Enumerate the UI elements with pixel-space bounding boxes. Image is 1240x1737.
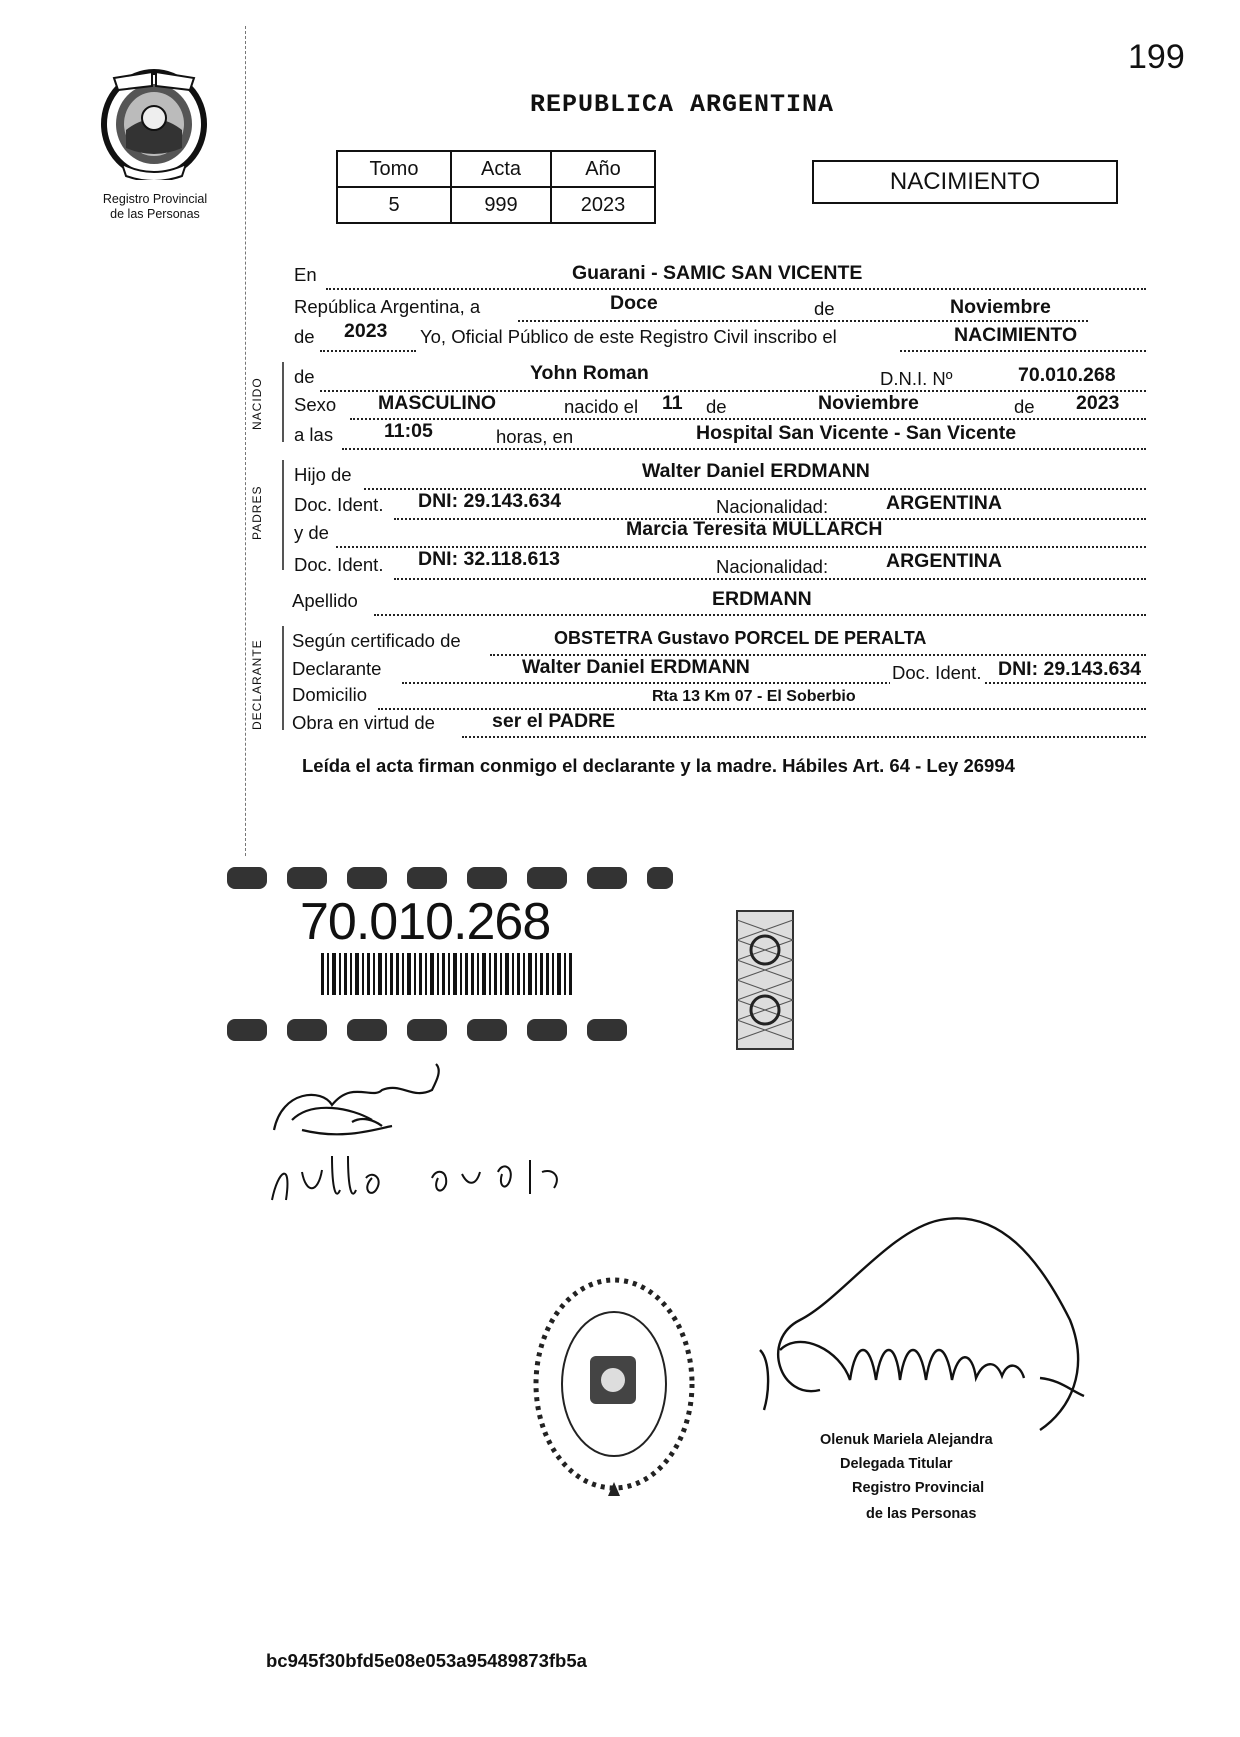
row-nombre <box>290 362 1160 394</box>
label-doc-ident2: Doc. Ident. <box>294 554 384 575</box>
dot-leader <box>900 350 1146 352</box>
row-sexo <box>290 394 1160 422</box>
barcode-number: 70.010.268 <box>300 893 551 951</box>
label-a-las: a las <box>294 424 334 445</box>
row-madre-doc <box>290 548 1160 582</box>
acta-label: Acta <box>451 151 551 187</box>
row-anio-inscripcion <box>290 320 1160 354</box>
official-org2: de las Personas <box>866 1506 977 1522</box>
value-anio-nacimiento: 2023 <box>1076 392 1120 414</box>
label-doc-ident: Doc. Ident. <box>294 494 384 515</box>
value-domicilio: Rta 13 Km 07 - El Soberbio <box>652 688 856 705</box>
section-bracket <box>282 460 284 570</box>
label-segun-certificado: Según certificado de <box>292 630 461 651</box>
record-number-table <box>336 150 656 224</box>
section-padres: PADRES <box>250 485 264 540</box>
dot-leader <box>342 448 1146 450</box>
value-dia-nacimiento: 11 <box>662 392 683 414</box>
label-sexo: Sexo <box>294 394 337 415</box>
declarant-signature <box>262 1060 572 1210</box>
label-nacionalidad2: Nacionalidad: <box>716 556 829 577</box>
official-title: Delegada Titular <box>840 1456 953 1472</box>
value-declarante: Walter Daniel ERDMANN <box>522 656 750 678</box>
left-margin-rule <box>245 26 246 856</box>
row-hora <box>290 420 1160 452</box>
label-apellido: Apellido <box>292 590 358 611</box>
label-dni: D.N.I. Nº <box>880 368 953 389</box>
value-padre: Walter Daniel ERDMANN <box>642 460 870 482</box>
label-doc-ident3: Doc. Ident. <box>892 662 982 683</box>
row-certificado <box>290 630 1160 658</box>
value-sexo: MASCULINO <box>378 392 497 414</box>
security-hologram <box>736 910 794 1050</box>
label-de-year: de <box>294 326 315 347</box>
section-bracket <box>282 626 284 730</box>
value-padre-nacionalidad: ARGENTINA <box>886 492 1002 514</box>
registry-label <box>80 192 230 222</box>
official-signature <box>740 1200 1120 1450</box>
official-name: Olenuk Mariela Alejandra <box>820 1432 993 1448</box>
label-nacido-el: nacido el <box>564 396 639 417</box>
value-dni: 70.010.268 <box>1018 364 1116 386</box>
label-en: En <box>294 264 317 285</box>
dot-leader <box>518 320 1088 322</box>
label-de-mes: de <box>706 396 727 417</box>
row-declarante <box>290 658 1160 686</box>
value-mes-nacimiento: Noviembre <box>818 392 919 414</box>
label-declarante: Declarante <box>292 658 382 679</box>
country-title: REPUBLICA ARGENTINA <box>530 90 835 119</box>
dot-leader <box>462 736 1146 738</box>
section-declarante: DECLARANTE <box>250 639 264 730</box>
label-republica-a: República Argentina, a <box>294 296 481 317</box>
row-apellido <box>290 590 1160 618</box>
section-bracket <box>282 362 284 442</box>
anio-label: Año <box>551 151 655 187</box>
official-org: Registro Provincial <box>852 1480 985 1496</box>
closing-text: Leída el acta firman conmigo el declarante y la madre. Hábiles Art. 64 - Ley 26994 <box>302 755 1015 776</box>
row-madre <box>290 518 1160 550</box>
delegation-stamp <box>528 1268 700 1500</box>
record-type-box: NACIMIENTO <box>812 160 1118 204</box>
label-nacionalidad: Nacionalidad: <box>716 496 829 517</box>
value-madre-nacionalidad: ARGENTINA <box>886 550 1002 572</box>
label-hijo-de: Hijo de <box>294 464 352 485</box>
value-obra-en-virtud: ser el PADRE <box>492 710 616 732</box>
label-de: de <box>814 298 835 319</box>
label-yo-oficial: Yo, Oficial Público de este Registro Civil inscribo el <box>420 326 837 347</box>
value-declarante-doc: DNI: 29.143.634 <box>998 658 1142 680</box>
row-obra-en-virtud <box>290 712 1160 740</box>
document-hash: bc945f30bfd5e08e053a95489873fb5a <box>266 1650 587 1671</box>
dot-leader <box>320 350 416 352</box>
tomo-value: 5 <box>337 187 451 223</box>
dot-leader <box>350 418 1146 420</box>
provincial-seal <box>92 68 216 180</box>
value-padre-doc: DNI: 29.143.634 <box>418 490 562 512</box>
value-certificado: OBSTETRA Gustavo PORCEL DE PERALTA <box>554 628 927 648</box>
seal-text <box>0 0 1 1</box>
label-de-name: de <box>294 366 315 387</box>
value-madre: Marcia Teresita MULLARCH <box>626 518 883 540</box>
row-fecha-inscripcion <box>290 292 1160 324</box>
page-number: 199 <box>1128 38 1185 76</box>
label-de-anio: de <box>1014 396 1035 417</box>
label-domicilio: Domicilio <box>292 684 368 705</box>
section-nacido: NACIDO <box>250 377 264 430</box>
acta-value: 999 <box>451 187 551 223</box>
label-horas-en: horas, en <box>496 426 574 447</box>
anio-value: 2023 <box>551 187 655 223</box>
value-mes-inscripcion: Noviembre <box>950 296 1051 318</box>
value-hora: 11:05 <box>384 420 433 442</box>
value-dia-inscripcion: Doce <box>610 292 658 314</box>
value-anio-inscripcion: 2023 <box>344 320 388 342</box>
dot-leader <box>326 288 1146 290</box>
label-y-de: y de <box>294 522 329 543</box>
dot-leader <box>374 614 1146 616</box>
value-tipo: NACIMIENTO <box>954 324 1078 346</box>
value-nombre: Yohn Roman <box>530 362 649 384</box>
dot-leader <box>394 578 1146 580</box>
label-obra-en-virtud: Obra en virtud de <box>292 712 435 733</box>
value-apellido: ERDMANN <box>712 588 812 610</box>
row-lugar <box>290 264 1160 292</box>
registry-name-line2: de las Personas <box>110 207 200 221</box>
tomo-label: Tomo <box>337 151 451 187</box>
registry-name: Registro Provincial <box>102 192 208 206</box>
value-lugar: Guarani - SAMIC SAN VICENTE <box>572 262 863 284</box>
value-madre-doc: DNI: 32.118.613 <box>418 548 561 570</box>
row-padre <box>290 460 1160 492</box>
row-domicilio <box>290 684 1160 712</box>
value-lugar-nacimiento: Hospital San Vicente - San Vicente <box>696 422 1017 444</box>
stamp-text <box>0 0 1 1</box>
